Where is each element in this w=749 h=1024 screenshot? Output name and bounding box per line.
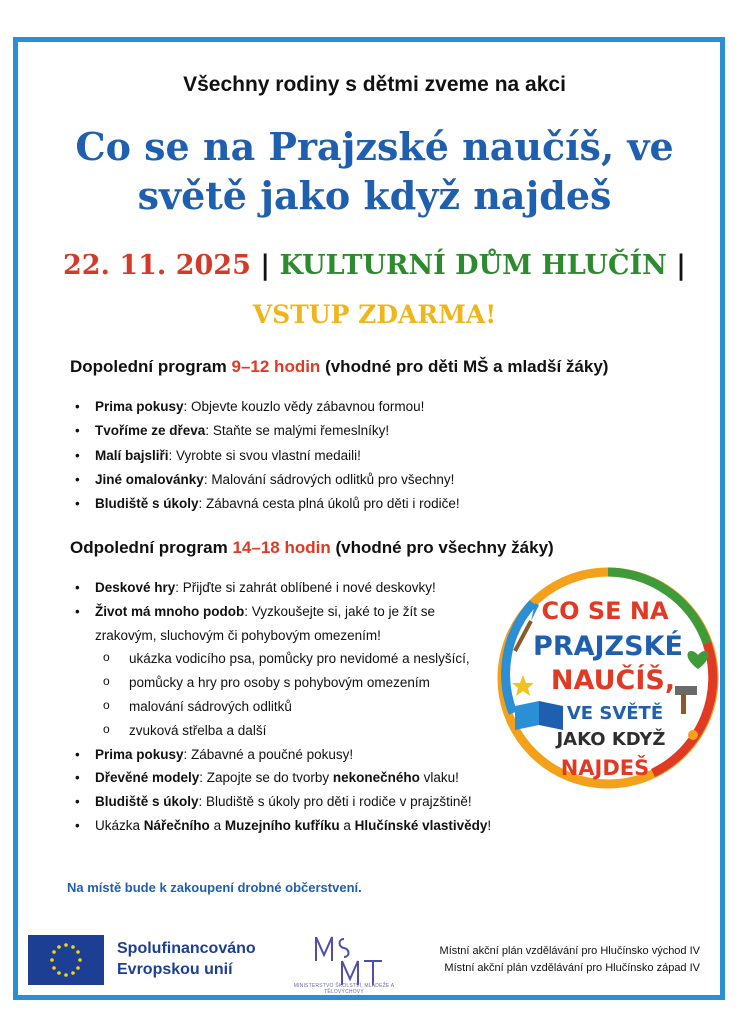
list-item (72, 814, 492, 838)
item-name: Malí bajsliři (95, 447, 169, 463)
list-item (72, 492, 460, 516)
list-item (72, 790, 492, 814)
item-name: Dřevěné modely (95, 770, 200, 786)
item-name: Bludiště s úkoly (95, 496, 199, 512)
list-item (72, 766, 492, 790)
item-text: : Objevte kouzlo vědy zábavnou formou! (183, 399, 425, 414)
item-bold: Nářečního (143, 817, 210, 833)
logo-line-1: CO SE NA (541, 597, 669, 625)
logo-line-5: JAKO KDYŽ (556, 729, 666, 750)
logo-line-2: PRAJZSKÉ (533, 631, 683, 662)
list-item (72, 600, 492, 743)
item-text: vlaku! (419, 770, 459, 786)
title-line-1: Co se na Prajzské naučíš, ve (75, 124, 674, 169)
eu-cofinancing-text (117, 938, 256, 980)
sub-list-item: o zvuková střelba a další (95, 719, 492, 743)
item-text: : Vyzkoušejte si, jaké to je žít se zrakovým, sluchovým či pohybovým omezením! (95, 603, 436, 643)
item-text: : Zábavné a poučné pokusy! (183, 746, 354, 762)
logo-line-3: NAUČÍŠ, (550, 665, 676, 696)
refreshments-note: Na místě bude k zakoupení drobné občerstvení. (67, 880, 362, 895)
item-name: Prima pokusy (95, 399, 184, 414)
afternoon-hours: 14–18 hodin (232, 538, 331, 557)
sub-list-item: o malování sádrových odlitků (95, 695, 492, 719)
eu-line-1: Spolufinancováno (117, 940, 256, 957)
logo-line-4: VE SVĚTĚ (566, 703, 664, 724)
event-title (40, 122, 709, 220)
date-venue-line (0, 250, 749, 281)
map-east: Místní akční plán vzdělávání pro Hlučínsko východ IV (439, 945, 700, 957)
item-text: a (209, 817, 225, 833)
eu-flag-icon (28, 935, 104, 985)
afternoon-note: (vhodné pro všechny žáky) (335, 538, 554, 557)
morning-program-list (72, 395, 460, 516)
morning-hours: 9–12 hodin (231, 357, 321, 376)
separator-end: | (676, 250, 686, 281)
title-line-2: světě jako když najdeš (137, 173, 612, 218)
intro-text: Všechny rodiny s dětmi zveme na akci (183, 73, 566, 96)
item-text: : Zábavná cesta plná úkolů pro děti i rodiče! (198, 496, 460, 512)
morning-heading-label: Dopolední program (70, 357, 227, 376)
list-item (72, 395, 460, 419)
item-text: ! (487, 817, 492, 833)
list-item (72, 468, 460, 492)
item-text: : Malování sádrových odlitků pro všechny! (203, 471, 455, 487)
item-name: Tvoříme ze dřeva (95, 423, 206, 439)
map-projects (440, 943, 700, 977)
free-entry: VSTUP ZDARMA! (252, 300, 497, 329)
item-text: : Staňte se malými řemeslníky! (205, 423, 390, 439)
afternoon-program-list (72, 576, 492, 838)
sub-list-item: o ukázka vodicího psa, pomůcky pro nevidomé a neslyšící, (95, 647, 479, 671)
eu-line-2: Evropskou unií (117, 961, 233, 978)
msmt-caption: MINISTERSTVO ŠKOLSTVÍ, MLÁDEŽE A TĚLOVÝCHOVY (293, 983, 395, 995)
map-west: Místní akční plán vzdělávání pro Hlučínsko západ IV (444, 962, 700, 974)
list-item (72, 576, 492, 600)
list-item (72, 444, 460, 468)
item-name: Život má mnoho podob (95, 603, 245, 619)
item-text: a (339, 817, 355, 833)
item-bold: nekonečného (332, 770, 420, 786)
sub-list (95, 647, 492, 742)
list-item (72, 743, 492, 767)
item-name: Bludiště s úkoly (95, 794, 199, 810)
item-text: : Zapojte se do tvorby (199, 770, 333, 786)
item-text: Ukázka (95, 817, 144, 833)
sub-list-item: o pomůcky a hry pro osoby s pohybovým omezením (95, 671, 492, 695)
item-bold: Hlučínské vlastivědy (354, 817, 488, 833)
event-date: 22. 11. 2025 (62, 250, 251, 281)
list-item (72, 419, 460, 443)
item-text: : Bludiště s úkoly pro děti i rodiče v prajzštině! (198, 794, 472, 810)
item-bold: Muzejního kufříku (224, 817, 340, 833)
flower-icon (688, 730, 698, 740)
afternoon-heading (70, 538, 554, 558)
msmt-logo-icon (302, 931, 394, 991)
item-text: : Přijďte si zahrát oblíbené i nové deskovky! (175, 580, 436, 595)
afternoon-heading-label: Odpolední program (70, 538, 228, 557)
event-venue: KULTURNÍ DŮM HLUČÍN (279, 250, 667, 281)
item-name: Deskové hry (95, 580, 176, 595)
item-name: Jiné omalovánky (95, 471, 204, 487)
item-text: : Vyrobte si svou vlastní medaili! (168, 447, 361, 463)
morning-note: (vhodné pro děti MŠ a mladší žáky) (325, 357, 609, 376)
item-name: Prima pokusy (95, 746, 184, 762)
logo-line-6: NAJDEŠ (560, 756, 650, 780)
morning-heading (70, 357, 608, 377)
event-logo (493, 563, 723, 793)
separator: | (260, 250, 271, 281)
